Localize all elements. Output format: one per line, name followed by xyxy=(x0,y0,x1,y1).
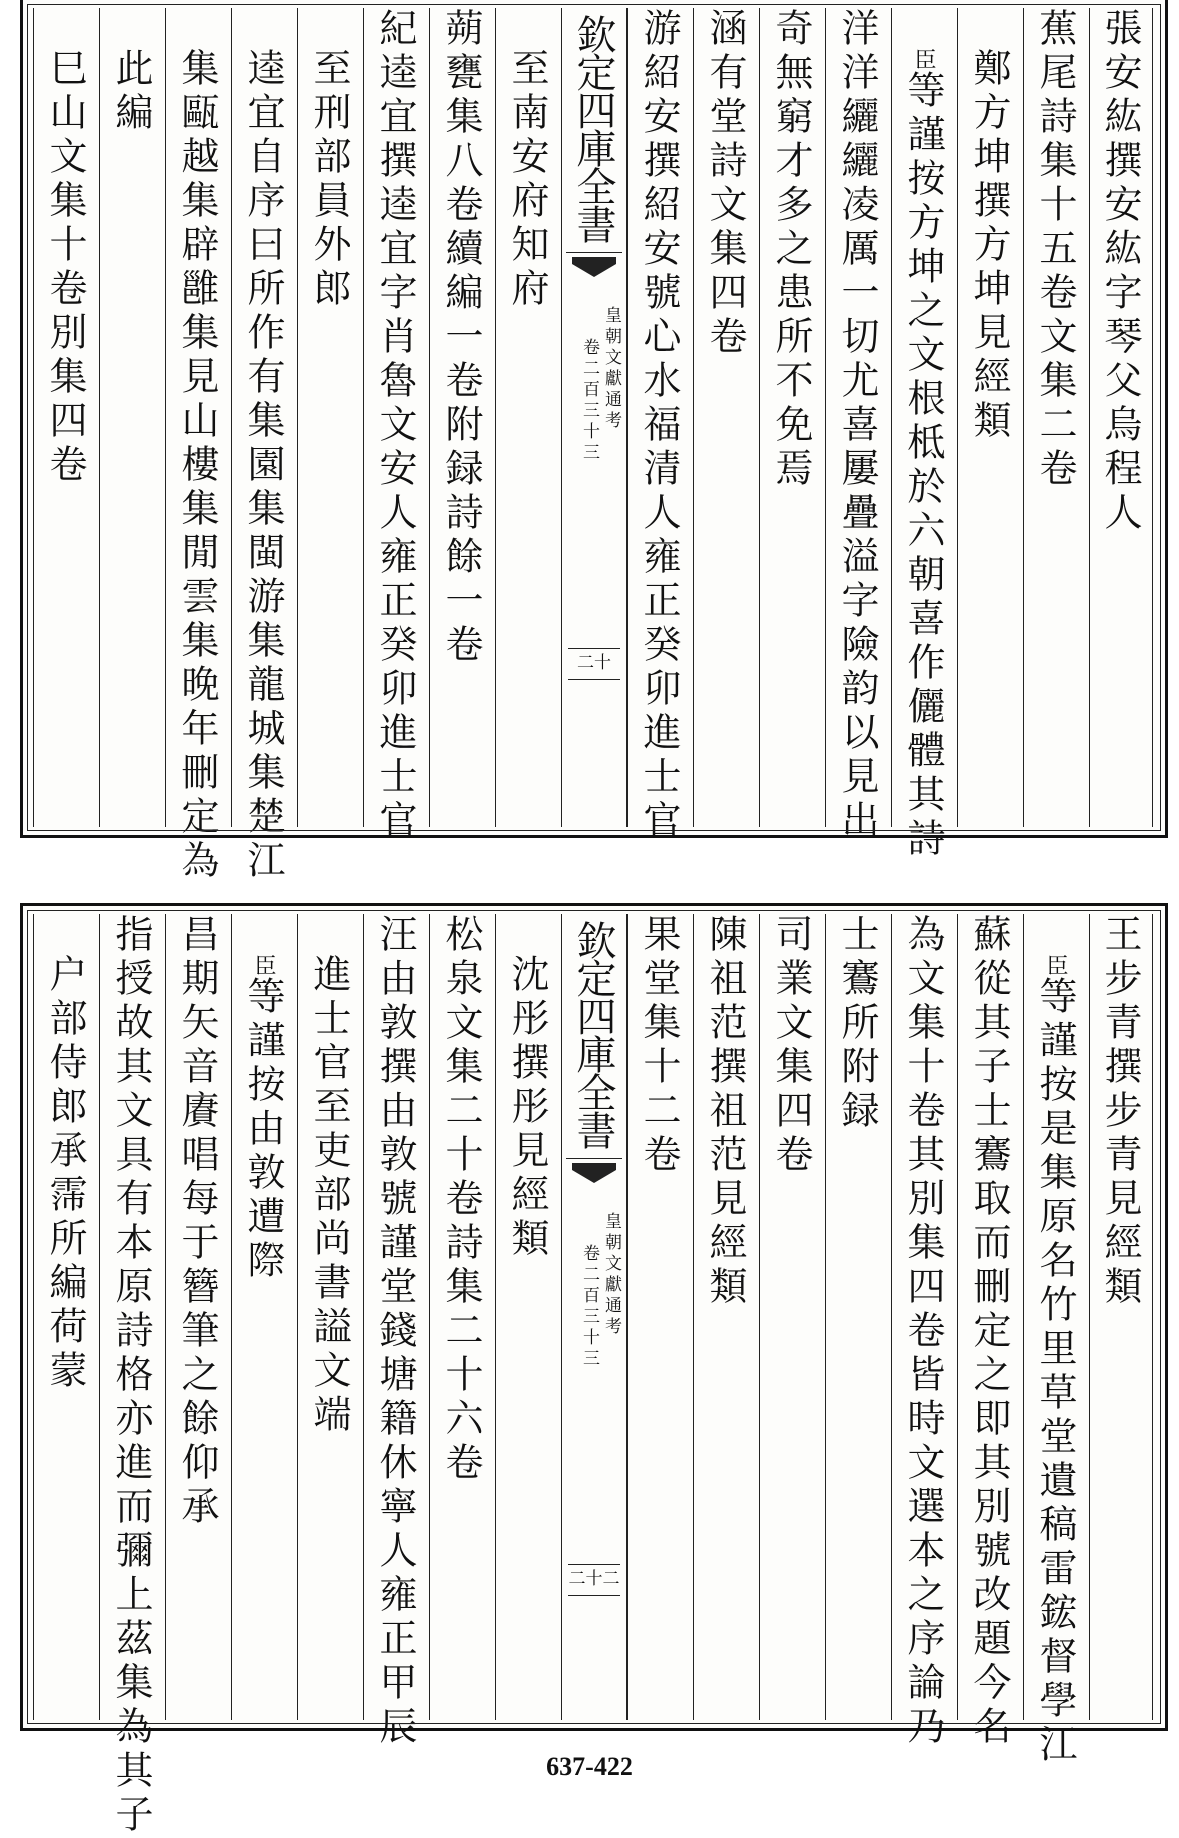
text-column xyxy=(99,914,163,1838)
column-text: 巳山文集十卷別集四卷 xyxy=(43,48,87,488)
column-text-body: 等謹按由敦遭際 xyxy=(241,976,285,1284)
text-column xyxy=(495,914,559,1720)
column-text: 游紹安撰紹安號心水福清人雍正癸卯進士官 xyxy=(637,8,681,844)
page-upper-half xyxy=(20,0,1168,884)
column-text: 陳祖范撰祖范見經類 xyxy=(703,914,747,1310)
text-column xyxy=(627,914,691,1720)
text-column xyxy=(825,914,889,1720)
column-text: 紀逵宜撰逵宜字肖魯文安人雍正癸卯進士官 xyxy=(373,8,417,844)
text-column xyxy=(231,914,295,1720)
chen-mark: 臣 xyxy=(1043,954,1068,976)
text-column xyxy=(693,914,757,1720)
text-column xyxy=(627,8,691,844)
source-title: 皇朝文獻通考 xyxy=(601,1212,621,1338)
text-column xyxy=(957,914,1021,1750)
column-text: 指授故其文具有本原詩格亦進而彌上茲集為其子 xyxy=(109,914,153,1838)
column-text: 至刑部員外郎 xyxy=(307,48,351,312)
text-column xyxy=(297,8,361,827)
folio-number: 二十 xyxy=(568,648,620,680)
fishtail-mark xyxy=(566,252,622,297)
column-text-body: 等謹按是集原名竹里草堂遺稿雷鋐督學江 xyxy=(1033,976,1077,1768)
column-text: 逵宜自序曰所作有集園集閩游集龍城集楚江 xyxy=(241,48,285,884)
column-text: 洋洋纚纚凌厲一切尤喜屢疊溢字險韵以見出 xyxy=(835,8,879,844)
reference-number: 637-422 xyxy=(546,1752,633,1781)
column-text: 進士官至吏部尚書謚文端 xyxy=(307,954,351,1438)
text-column xyxy=(429,8,493,827)
folio-number: 二十二 xyxy=(568,1564,620,1596)
text-column xyxy=(33,8,97,827)
column-text xyxy=(1024,954,1087,1768)
column-text: 蕉尾詩集十五卷文集二卷 xyxy=(1033,8,1077,492)
source-title: 皇朝文獻通考 xyxy=(601,306,621,432)
fishtail-mark xyxy=(566,1158,622,1203)
text-column xyxy=(759,914,823,1720)
text-column xyxy=(99,8,163,827)
chen-mark: 臣 xyxy=(251,954,276,976)
text-column xyxy=(165,8,229,884)
column-text: 蘇從其子士鶱取而刪定之即其別號改題今名 xyxy=(967,914,1011,1750)
text-column xyxy=(825,8,889,844)
text-column xyxy=(1089,914,1153,1720)
column-text: 士鶱所附録 xyxy=(835,914,879,1134)
column-text: 至南安府知府 xyxy=(505,48,549,312)
text-column xyxy=(693,8,757,827)
source-volume: 卷二百三十三 xyxy=(579,338,599,464)
column-text: 鄭方坤撰方坤見經類 xyxy=(967,48,1011,444)
text-column xyxy=(231,8,295,884)
chen-mark: 臣 xyxy=(911,48,936,70)
text-column xyxy=(891,8,955,862)
column-text-body: 等謹按方坤之文根柢於六朝喜作儷體其詩 xyxy=(901,70,945,862)
column-text: 蒴甕集八卷續編一卷附録詩餘一卷 xyxy=(439,8,483,668)
column-text: 司業文集四卷 xyxy=(769,914,813,1178)
column-text: 王步青撰步青見經類 xyxy=(1098,914,1142,1310)
text-column xyxy=(363,8,427,844)
text-column xyxy=(429,914,493,1720)
column-text: 汪由敦撰由敦號謹堂錢塘籍休寧人雍正甲辰 xyxy=(373,914,417,1750)
column-text: 張安紘撰安紘字琴父烏程人 xyxy=(1098,8,1142,536)
column-text: 此編 xyxy=(109,48,153,136)
text-column xyxy=(495,8,559,827)
column-text: 沈彤撰彤見經類 xyxy=(505,954,549,1262)
column-text: 户部侍郎承霈所編荷蒙 xyxy=(43,954,87,1394)
text-column xyxy=(1023,914,1087,1768)
column-text: 集甌越集辟雝集見山樓集閒雲集晚年刪定為 xyxy=(175,48,219,884)
column-text: 昌期矢音賡唱每于簪筆之餘仰承 xyxy=(175,914,219,1530)
text-column xyxy=(1023,8,1087,827)
text-column xyxy=(363,914,427,1750)
text-column xyxy=(165,914,229,1720)
book-title: 欽定四庫全書 xyxy=(570,920,616,1148)
column-text xyxy=(892,48,955,862)
text-column xyxy=(759,8,823,827)
source-volume: 卷二百三十三 xyxy=(579,1244,599,1370)
center-fold xyxy=(561,914,627,1720)
column-text: 為文集十卷其別集四卷皆時文選本之序論乃 xyxy=(901,914,945,1750)
column-text xyxy=(232,954,295,1284)
column-text: 奇無窮才多之患所不免焉 xyxy=(769,8,813,492)
text-column xyxy=(891,914,955,1750)
column-text: 松泉文集二十卷詩集二十六卷 xyxy=(439,914,483,1486)
text-column xyxy=(297,914,361,1720)
text-column xyxy=(33,914,97,1720)
center-fold xyxy=(561,8,627,827)
book-title: 欽定四庫全書 xyxy=(570,14,616,242)
column-text: 果堂集十二卷 xyxy=(637,914,681,1178)
column-text: 涵有堂詩文集四卷 xyxy=(703,8,747,360)
text-column xyxy=(1089,8,1153,827)
text-column xyxy=(957,8,1021,827)
